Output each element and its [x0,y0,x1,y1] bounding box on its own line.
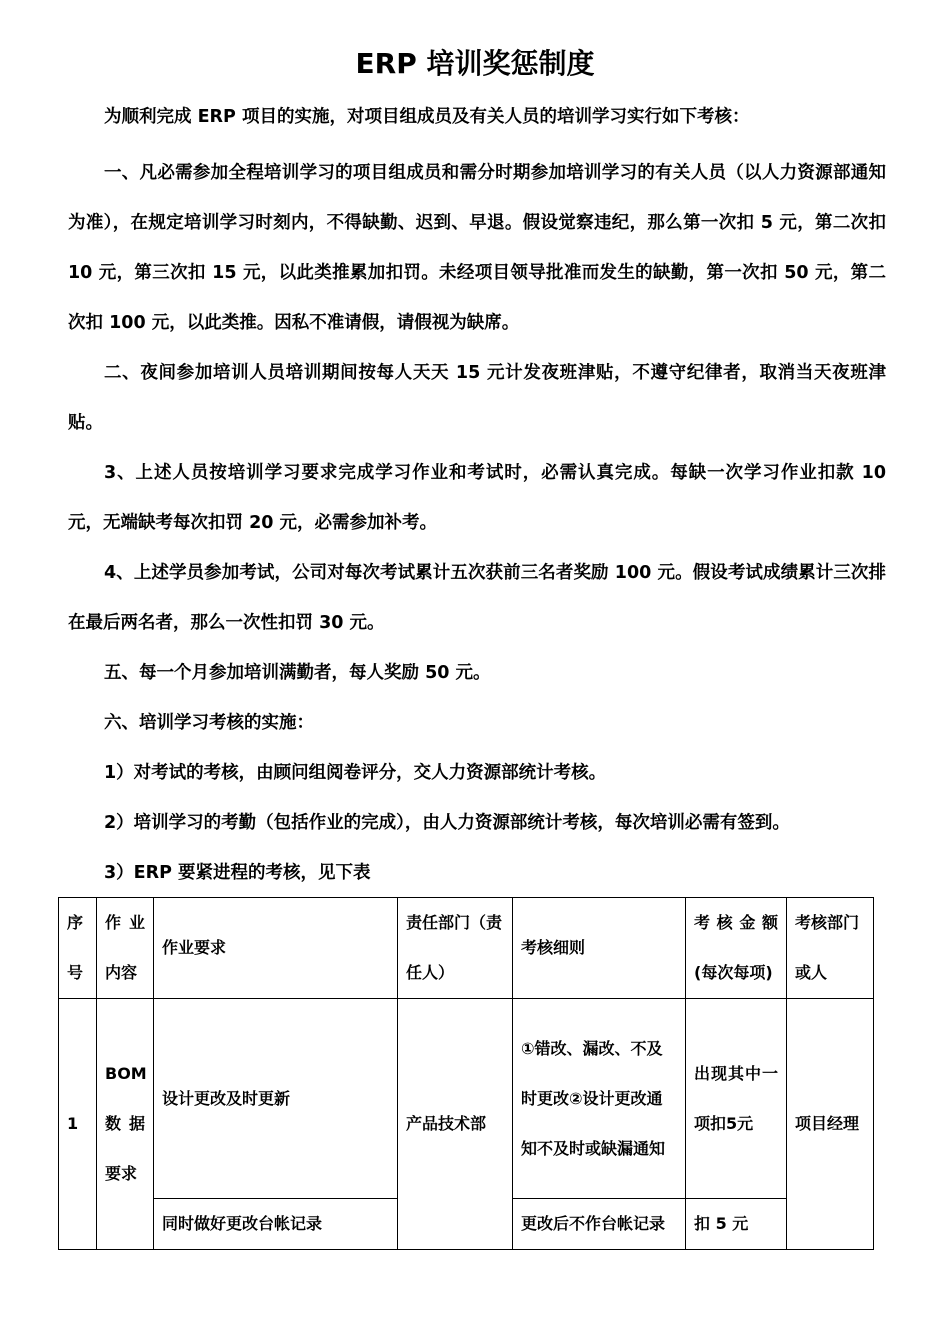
header-no: 序号 [59,898,97,999]
table-header-row [59,898,874,999]
header-amount: 考核金额(每次每项) [686,898,787,999]
intro-paragraph: 为顺利完成 ERP 项目的实施，对项目组成员及有关人员的培训学习实行如下考核： [104,107,750,127]
header-requirement: 作业要求 [154,898,398,999]
header-rule: 考核细则 [513,898,686,999]
row-rule: 更改后不作台帐记录 [513,1199,686,1250]
row-rule: ①错改、漏改、不及时更改②设计更改通知不及时或缺漏通知 [513,999,686,1199]
assessment-table [58,897,874,1250]
row-content: BOM数据要求 [97,999,154,1250]
clause-5-line: 五、每一个月参加培训满勤者，每人奖励 50 元。 [104,663,491,683]
clause-6-item-2: 2）培训学习的考勤（包括作业的完成），由人力资源部统计考核，每次培训必需有签到。 [104,813,790,833]
row-requirement: 同时做好更改台帐记录 [154,1199,398,1250]
row-amount: 扣 5 元 [686,1199,787,1250]
table-row [59,999,874,1199]
clause-4-paragraph: 4、上述学员参加考试，公司对每次考试累计五次获前三名者奖励 100 元。假设考试成绩累计三次排在最后两名者，那么一次性扣罚 30 元。 [68,563,886,633]
clause-6-heading: 六、培训学习考核的实施： [104,713,314,733]
header-assessor: 考核部门或人 [787,898,874,999]
clause-3-paragraph: 3、上述人员按培训学习要求完成学习作业和考试时，必需认真完成。每缺一次学习作业扣款 10 元，无端缺考每次扣罚 20 元，必需参加补考。 [68,463,886,533]
row-dept: 产品技术部 [398,999,513,1250]
document-title: ERP 培训奖惩制度 [355,47,595,80]
clause-6-item-1: 1）对考试的考核，由顾问组阅卷评分，交人力资源部统计考核。 [104,763,607,783]
clause-1-paragraph: 一、凡必需参加全程培训学习的项目组成员和需分时期参加培训学习的有关人员（以人力资源部通知为准），在规定培训学习时刻内，不得缺勤、迟到、早退。假设觉察违纪，那么第一次扣 5 元，第二次扣 10 元，第三次扣 15 元，以此类推累加扣罚。未经项目领导批准而发生的缺勤，第一次扣 50 元，第二次扣 100 元，以此类推。因私不准请假，请假视为缺席。 [68,163,886,333]
row-amount: 出现其中一项扣5元 [686,999,787,1199]
clause-6-item-3: 3）ERP 要紧进程的考核，见下表 [104,863,371,883]
header-content: 作业内容 [97,898,154,999]
clause-2-paragraph: 二、夜间参加培训人员培训期间按每人天天 15 元计发夜班津贴，不遵守纪律者，取消当天夜班津贴。 [68,363,886,433]
row-requirement: 设计更改及时更新 [154,999,398,1199]
header-dept: 责任部门（责任人） [398,898,513,999]
row-assessor: 项目经理 [787,999,874,1250]
row-no: 1 [59,999,97,1250]
